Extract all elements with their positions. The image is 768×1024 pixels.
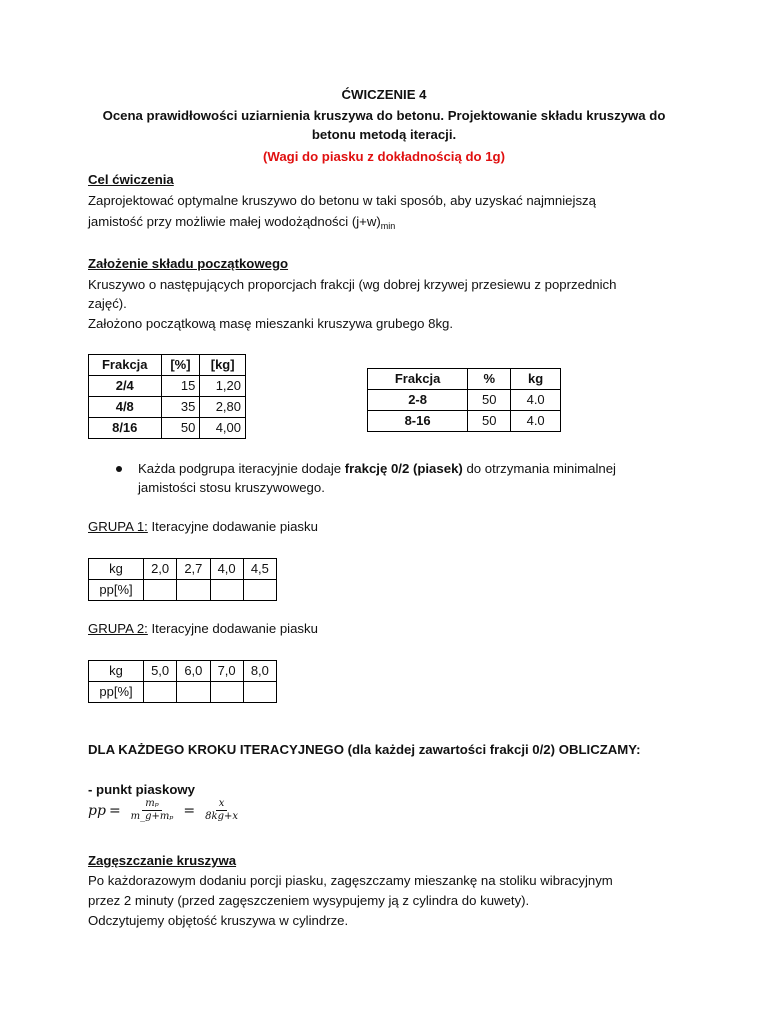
table-cell: 15 [161, 376, 200, 397]
table-cell: 2,80 [200, 397, 246, 418]
scale-note: (Wagi do piasku z dokładnością do 1g) [262, 149, 506, 164]
compaction-heading: Zagęszczanie kruszywa [88, 853, 237, 868]
fraction-numerator: mₚ [142, 798, 161, 811]
exercise-number: ĆWICZENIE 4 [341, 87, 427, 102]
table-cell [177, 580, 210, 601]
table-header: kg [511, 369, 561, 390]
fraction-numerator: x [216, 798, 228, 811]
fraction-denominator: 8kg+x [205, 811, 238, 822]
table-cell [243, 682, 276, 703]
group-2-label: GRUPA 2: [88, 621, 148, 636]
goal-line-2-subscript: min [380, 221, 396, 231]
table-cell: 4/8 [89, 397, 162, 418]
bullet-line-1 [138, 460, 616, 478]
table-cell: 50 [161, 418, 200, 439]
table-row [368, 411, 561, 432]
bullet-icon [116, 466, 122, 472]
table-cell: 8-16 [368, 411, 468, 432]
table-header: % [468, 369, 511, 390]
table-cell: 8/16 [89, 418, 162, 439]
bullet-text-bold: frakcję 0/2 (piasek) [344, 461, 463, 476]
table-header: [kg] [200, 355, 246, 376]
table-cell [243, 580, 276, 601]
table-cell [144, 682, 177, 703]
group-2-heading [88, 620, 318, 638]
table-cell: kg [89, 559, 144, 580]
compaction-line-1: Po każdorazowym dodaniu porcji piasku, zagęszczamy mieszankę na stoliku wibracyjnym [88, 873, 613, 888]
table-cell [144, 580, 177, 601]
sand-point-formula [88, 798, 245, 823]
assumption-line-2: zajęć). [88, 296, 127, 311]
formula-equals: = [108, 802, 121, 819]
table-cell: 50 [468, 390, 511, 411]
formula-lhs: pp [88, 802, 106, 819]
table-cell: 6,0 [177, 661, 210, 682]
table-row [89, 376, 246, 397]
bullet-line-2: jamistości stosu kruszywowego. [138, 480, 325, 495]
goal-line-2 [88, 213, 395, 235]
bullet-text-before: Każda podgrupa iteracyjnie dodaje [138, 461, 345, 476]
compaction-line-3: Odczytujemy objętość kruszywa w cylindrze. [88, 913, 349, 928]
assumption-line-1: Kruszywo o następujących proporcjach frakcji (wg dobrej krzywej przesiewu z poprzednich [88, 277, 617, 292]
table-cell: 1,20 [200, 376, 246, 397]
compaction-line-2: przez 2 minuty (przed zagęszczeniem wysypujemy ją z cylindra do kuwety). [88, 893, 530, 908]
table-cell: 4,0 [210, 559, 243, 580]
table-cell: 50 [468, 411, 511, 432]
table-cell: 8,0 [243, 661, 276, 682]
table-cell [210, 580, 243, 601]
group-1-heading [88, 518, 318, 536]
group-1-text: Iteracyjne dodawanie piasku [147, 519, 318, 534]
group-1-label: GRUPA 1: [88, 519, 148, 534]
table-row [89, 559, 277, 580]
title-line-1: Ocena prawidłowości uziarnienia kruszywa do betonu. Projektowanie składu kruszywa do [102, 108, 666, 123]
table-cell: pp[%] [89, 682, 144, 703]
table-cell: 4.0 [511, 390, 561, 411]
group-2-text: Iteracyjne dodawanie piasku [147, 621, 318, 636]
formula-fraction-2 [202, 798, 241, 823]
table-row [89, 397, 246, 418]
title-line-2: betonu metodą iteracji. [311, 127, 457, 142]
table-cell: 5,0 [144, 661, 177, 682]
table-cell: 4.0 [511, 411, 561, 432]
formula-fraction-1 [128, 798, 177, 823]
sand-point-label: - punkt piaskowy [88, 782, 195, 797]
table-row [89, 661, 277, 682]
goal-heading: Cel ćwiczenia [88, 172, 174, 187]
table-cell [177, 682, 210, 703]
group-1-table [88, 558, 277, 601]
table-row [89, 355, 246, 376]
calculation-heading: DLA KAŻDEGO KROKU ITERACYJNEGO (dla każdej zawartości frakcji 0/2) OBLICZAMY: [88, 742, 641, 757]
table-row [89, 682, 277, 703]
bullet-text-after: do otrzymania minimalnej [462, 461, 616, 476]
table-row [89, 580, 277, 601]
table-row [368, 369, 561, 390]
assumption-heading: Założenie składu początkowego [88, 256, 289, 271]
table-cell: 35 [161, 397, 200, 418]
table-cell: 4,00 [200, 418, 246, 439]
table-row [89, 418, 246, 439]
table-cell: 2/4 [89, 376, 162, 397]
formula-equals: = [183, 802, 196, 819]
table-cell [210, 682, 243, 703]
table-cell: 2,0 [144, 559, 177, 580]
fraction-table-1 [88, 354, 246, 439]
table-cell: pp[%] [89, 580, 144, 601]
table-cell: kg [89, 661, 144, 682]
table-cell: 2,7 [177, 559, 210, 580]
fraction-table-2 [367, 368, 561, 432]
group-2-table [88, 660, 277, 703]
table-header: Frakcja [368, 369, 468, 390]
table-header: Frakcja [89, 355, 162, 376]
table-cell: 7,0 [210, 661, 243, 682]
goal-line-1: Zaprojektować optymalne kruszywo do betonu w taki sposób, aby uzyskać najmniejszą [88, 193, 596, 208]
goal-line-2-main: jamistość przy możliwie małej wodożądności (j+w) [88, 214, 381, 229]
table-header: [%] [161, 355, 200, 376]
table-cell: 4,5 [243, 559, 276, 580]
table-row [368, 390, 561, 411]
assumption-line-3: Założono początkową masę mieszanki kruszywa grubego 8kg. [88, 316, 454, 331]
fraction-denominator: m_g+mₚ [130, 811, 174, 822]
table-cell: 2-8 [368, 390, 468, 411]
